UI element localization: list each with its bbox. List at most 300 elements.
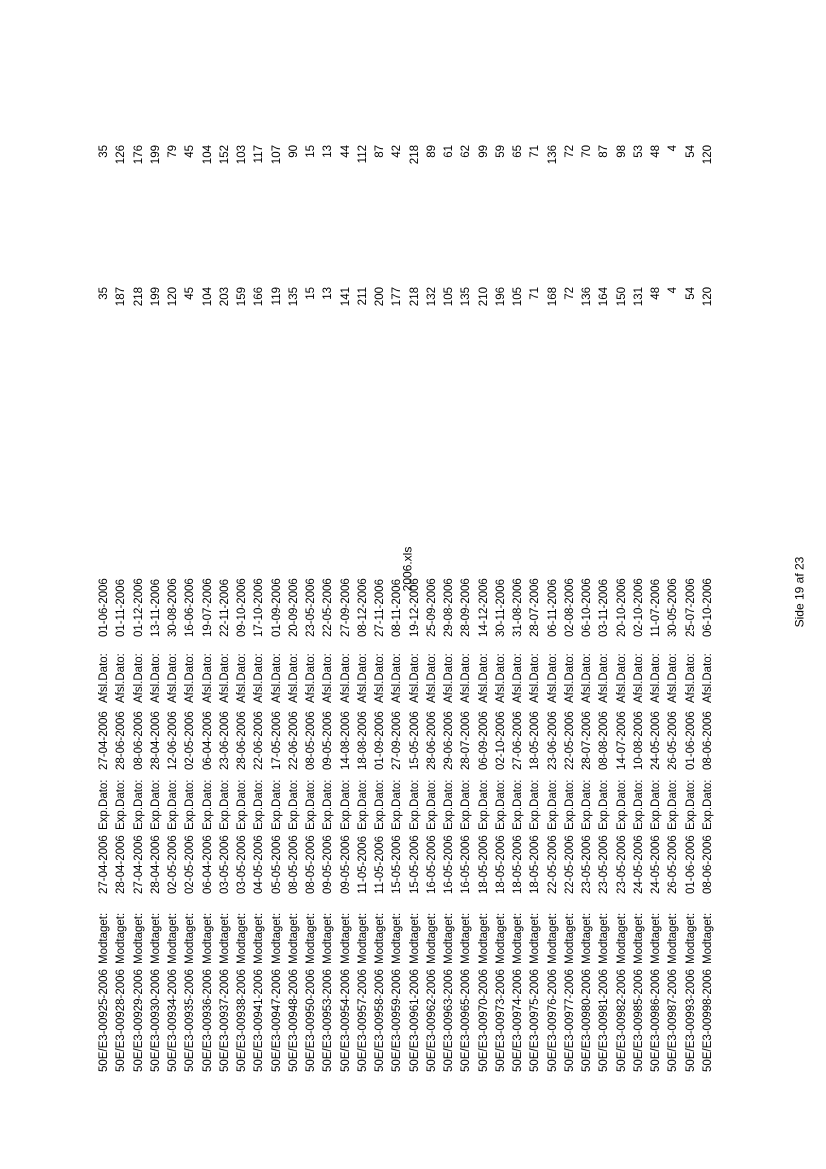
received-date: 05-05-2006 (270, 835, 283, 894)
exp-label: Exp.Dato: (339, 779, 352, 830)
modtaget-label: Modtaget: (408, 912, 421, 964)
received-date: 28-04-2006 (149, 835, 162, 894)
case-id: 50E/E3-00928-2006 (115, 969, 128, 1072)
afsl-label: Afsl.Dato: (201, 653, 214, 703)
exp-date: 24-05-2006 (650, 711, 662, 770)
days-total: 200 (374, 287, 386, 307)
exp-label: Exp.Dato: (512, 779, 524, 830)
modtaget-label: Modtaget: (563, 912, 576, 964)
days-open: 104 (201, 145, 214, 165)
exp-label: Exp.Dato: (443, 779, 455, 830)
case-id: 50E/E3-00970-2006 (477, 969, 490, 1072)
days-total: 187 (115, 287, 128, 307)
exp-date: 28-06-2006 (115, 711, 128, 770)
afsl-label: Afsl.Dato: (546, 653, 559, 703)
modtaget-label: Modtaget: (287, 912, 300, 964)
afsl-label: Afsl.Dato: (184, 653, 197, 703)
received-date: 22-05-2006 (563, 835, 576, 894)
case-id: 50E/E3-00985-2006 (632, 969, 645, 1072)
days-total: 48 (650, 287, 662, 300)
afsl-label: Afsl.Dato: (218, 653, 231, 703)
exp-label: Exp.Dato: (615, 779, 628, 830)
case-id: 50E/E3-00962-2006 (425, 969, 438, 1072)
days-total: 150 (615, 287, 628, 307)
received-date: 22-05-2006 (546, 835, 559, 894)
modtaget-label: Modtaget: (650, 912, 662, 964)
afsl-date: 19-07-2006 (201, 578, 214, 637)
modtaget-label: Modtaget: (477, 912, 490, 964)
days-open: 120 (701, 145, 714, 165)
exp-label: Exp.Dato: (322, 779, 335, 830)
afsl-label: Afsl.Dato: (167, 653, 179, 703)
modtaget-label: Modtaget: (529, 912, 542, 964)
days-total: 211 (356, 287, 369, 306)
days-open: 199 (149, 145, 162, 165)
afsl-date: 06-10-2006 (701, 578, 714, 637)
days-open: 59 (494, 145, 507, 158)
exp-label: Exp.Dato: (529, 779, 542, 830)
days-total: 72 (563, 287, 576, 300)
modtaget-label: Modtaget: (149, 912, 162, 964)
afsl-label: Afsl.Dato: (512, 653, 524, 703)
exp-date: 01-06-2006 (684, 711, 697, 770)
afsl-date: 03-11-2006 (598, 579, 611, 637)
days-open: 44 (339, 145, 352, 158)
case-id: 50E/E3-00948-2006 (287, 969, 300, 1072)
received-date: 11-05-2006 (356, 836, 369, 894)
exp-label: Exp.Dato: (167, 779, 179, 830)
exp-label: Exp.Dato: (201, 779, 214, 830)
case-id: 50E/E3-00935-2006 (184, 969, 197, 1072)
case-id: 50E/E3-00937-2006 (218, 969, 231, 1072)
modtaget-label: Modtaget: (374, 912, 386, 964)
days-open: 35 (98, 145, 110, 158)
exp-date: 01-09-2006 (374, 711, 386, 770)
days-open: 218 (408, 145, 421, 165)
exp-date: 28-06-2006 (425, 711, 438, 770)
exp-label: Exp.Dato: (184, 779, 197, 830)
afsl-label: Afsl.Dato: (132, 653, 145, 703)
received-date: 24-05-2006 (650, 835, 662, 894)
exp-date: 06-09-2006 (477, 711, 490, 770)
case-id: 50E/E3-00976-2006 (546, 969, 559, 1072)
modtaget-label: Modtaget: (253, 912, 266, 964)
days-open: 62 (460, 145, 473, 158)
afsl-date: 06-10-2006 (581, 578, 593, 637)
modtaget-label: Modtaget: (460, 912, 473, 964)
afsl-label: Afsl.Dato: (425, 653, 438, 703)
case-id: 50E/E3-00973-2006 (494, 969, 507, 1072)
days-total: 166 (253, 287, 266, 307)
modtaget-label: Modtaget: (581, 912, 593, 964)
afsl-date: 01-09-2006 (270, 578, 283, 637)
received-date: 24-05-2006 (632, 835, 645, 894)
received-date: 18-05-2006 (512, 835, 524, 894)
modtaget-label: Modtaget: (270, 912, 283, 964)
case-id: 50E/E3-00961-2006 (408, 969, 421, 1072)
exp-label: Exp.Dato: (408, 779, 421, 830)
modtaget-label: Modtaget: (132, 912, 145, 964)
received-date: 15-05-2006 (408, 835, 421, 894)
exp-label: Exp.Dato: (667, 779, 680, 830)
days-total: 196 (494, 287, 507, 307)
exp-date: 22-05-2006 (563, 711, 576, 770)
exp-date: 02-05-2006 (184, 711, 197, 770)
modtaget-label: Modtaget: (494, 912, 507, 964)
afsl-label: Afsl.Dato: (667, 653, 680, 703)
exp-label: Exp.Dato: (581, 779, 593, 830)
modtaget-label: Modtaget: (701, 912, 714, 964)
exp-label: Exp.Dato: (270, 779, 283, 830)
file-title: 2006.xls (400, 546, 415, 592)
case-id: 50E/E3-00980-2006 (581, 969, 593, 1072)
afsl-label: Afsl.Dato: (494, 653, 507, 703)
afsl-date: 25-09-2006 (425, 578, 438, 637)
modtaget-label: Modtaget: (391, 912, 404, 964)
received-date: 11-05-2006 (374, 836, 386, 894)
afsl-date: 08-12-2006 (356, 578, 369, 637)
exp-date: 28-04-2006 (149, 711, 162, 770)
modtaget-label: Modtaget: (115, 912, 128, 964)
afsl-label: Afsl.Dato: (98, 653, 110, 703)
exp-date: 26-05-2006 (667, 711, 680, 770)
modtaget-label: Modtaget: (512, 912, 524, 964)
exp-date: 08-08-2006 (598, 711, 611, 770)
exp-label: Exp.Dato: (701, 779, 714, 830)
afsl-date: 22-11-2006 (218, 579, 231, 637)
exp-label: Exp.Dato: (650, 779, 662, 830)
days-open: 79 (167, 145, 179, 158)
days-open: 87 (598, 145, 611, 158)
modtaget-label: Modtaget: (184, 912, 197, 964)
days-open: 13 (322, 145, 335, 158)
days-open: 126 (115, 145, 128, 165)
afsl-date: 14-12-2006 (477, 578, 490, 637)
days-total: 119 (270, 287, 283, 306)
received-date: 08-05-2006 (287, 835, 300, 894)
case-id: 50E/E3-00974-2006 (512, 969, 524, 1072)
modtaget-label: Modtaget: (667, 912, 680, 964)
case-id: 50E/E3-00925-2006 (98, 969, 110, 1072)
afsl-date: 28-07-2006 (529, 578, 542, 637)
received-date: 16-05-2006 (460, 835, 473, 894)
exp-label: Exp.Dato: (305, 779, 317, 830)
exp-date: 15-05-2006 (408, 711, 421, 770)
received-date: 26-05-2006 (667, 835, 680, 894)
exp-label: Exp.Dato: (598, 779, 611, 830)
received-date: 06-04-2006 (201, 835, 214, 894)
afsl-date: 01-12-2006 (132, 578, 145, 637)
exp-date: 29-06-2006 (443, 711, 455, 770)
days-total: 105 (443, 287, 455, 307)
afsl-date: 01-06-2006 (98, 578, 110, 637)
modtaget-label: Modtaget: (305, 912, 317, 964)
received-date: 23-05-2006 (598, 835, 611, 894)
exp-date: 22-06-2006 (287, 711, 300, 770)
afsl-label: Afsl.Dato: (356, 653, 369, 703)
days-open: 71 (529, 145, 542, 158)
afsl-label: Afsl.Dato: (339, 653, 352, 703)
days-total: 177 (391, 287, 404, 307)
exp-date: 02-10-2006 (494, 711, 507, 770)
days-total: 132 (425, 287, 438, 307)
exp-date: 27-06-2006 (512, 711, 524, 770)
days-total: 45 (184, 287, 197, 300)
afsl-label: Afsl.Dato: (270, 653, 283, 703)
days-total: 218 (132, 287, 145, 307)
exp-date: 14-07-2006 (615, 711, 628, 770)
afsl-date: 25-07-2006 (684, 578, 697, 637)
exp-label: Exp.Dato: (477, 779, 490, 830)
received-date: 08-06-2006 (701, 835, 714, 894)
afsl-label: Afsl.Dato: (563, 653, 576, 703)
afsl-label: Afsl.Dato: (149, 653, 162, 703)
exp-label: Exp.Dato: (356, 779, 369, 830)
afsl-label: Afsl.Dato: (374, 653, 386, 703)
received-date: 08-05-2006 (305, 835, 317, 894)
case-id: 50E/E3-00993-2006 (684, 969, 697, 1072)
days-open: 54 (684, 145, 697, 158)
case-id: 50E/E3-00963-2006 (443, 969, 455, 1072)
received-date: 16-05-2006 (425, 835, 438, 894)
afsl-label: Afsl.Dato: (701, 653, 714, 703)
afsl-date: 27-11-2006 (374, 579, 386, 637)
days-total: 105 (512, 287, 524, 307)
afsl-date: 08-11-2006 (391, 579, 404, 637)
case-id: 50E/E3-00953-2006 (322, 969, 335, 1072)
afsl-label: Afsl.Dato: (305, 653, 317, 703)
received-date: 15-05-2006 (391, 835, 404, 894)
afsl-date: 17-10-2006 (253, 578, 266, 637)
afsl-label: Afsl.Dato: (322, 653, 335, 703)
exp-date: 17-05-2006 (270, 711, 283, 770)
days-open: 176 (132, 145, 145, 165)
days-open: 136 (546, 145, 559, 165)
exp-label: Exp.Dato: (98, 779, 110, 830)
afsl-date: 16-06-2006 (184, 578, 197, 637)
days-open: 112 (356, 145, 369, 164)
case-id: 50E/E3-00982-2006 (615, 969, 628, 1072)
afsl-date: 02-10-2006 (632, 578, 645, 637)
exp-label: Exp.Dato: (460, 779, 473, 830)
case-id: 50E/E3-00998-2006 (701, 969, 714, 1072)
days-open: 87 (374, 145, 386, 158)
case-id: 50E/E3-00936-2006 (201, 969, 214, 1072)
afsl-date: 22-05-2006 (322, 578, 335, 637)
received-date: 03-05-2006 (218, 835, 231, 894)
afsl-label: Afsl.Dato: (408, 653, 421, 703)
exp-label: Exp.Dato: (218, 779, 231, 830)
modtaget-label: Modtaget: (322, 912, 335, 964)
days-open: 117 (253, 145, 266, 164)
modtaget-label: Modtaget: (598, 912, 611, 964)
exp-label: Exp.Dato: (391, 779, 404, 830)
days-total: 141 (339, 287, 352, 307)
afsl-date: 06-11-2006 (546, 579, 559, 637)
days-total: 4 (667, 287, 680, 294)
case-id: 50E/E3-00965-2006 (460, 969, 473, 1072)
afsl-date: 28-09-2006 (460, 578, 473, 637)
case-id: 50E/E3-00930-2006 (149, 969, 162, 1072)
afsl-date: 30-05-2006 (667, 578, 680, 637)
days-total: 159 (236, 287, 248, 307)
exp-date: 28-07-2006 (460, 711, 473, 770)
days-open: 89 (425, 145, 438, 158)
received-date: 02-05-2006 (184, 835, 197, 894)
case-id: 50E/E3-00958-2006 (374, 969, 386, 1072)
modtaget-label: Modtaget: (236, 912, 248, 964)
days-total: 168 (546, 287, 559, 307)
case-id: 50E/E3-00929-2006 (132, 969, 145, 1072)
afsl-date: 23-05-2006 (305, 578, 317, 637)
afsl-date: 27-09-2006 (339, 578, 352, 637)
modtaget-label: Modtaget: (201, 912, 214, 964)
exp-label: Exp.Dato: (425, 779, 438, 830)
exp-date: 27-09-2006 (391, 711, 404, 770)
exp-label: Exp.Dato: (494, 779, 507, 830)
exp-date: 09-05-2006 (322, 711, 335, 770)
afsl-label: Afsl.Dato: (236, 653, 248, 703)
days-open: 98 (615, 145, 628, 158)
case-id: 50E/E3-00954-2006 (339, 969, 352, 1072)
afsl-label: Afsl.Dato: (460, 653, 473, 703)
exp-label: Exp.Dato: (563, 779, 576, 830)
case-id: 50E/E3-00950-2006 (305, 969, 317, 1072)
exp-date: 22-06-2006 (253, 711, 266, 770)
afsl-date: 09-10-2006 (236, 578, 248, 637)
afsl-label: Afsl.Dato: (391, 653, 404, 703)
exp-label: Exp.Dato: (115, 779, 128, 830)
case-id: 50E/E3-00941-2006 (253, 969, 266, 1072)
exp-date: 23-06-2006 (546, 711, 559, 770)
afsl-label: Afsl.Dato: (443, 653, 455, 703)
exp-date: 08-05-2006 (305, 711, 317, 770)
exp-label: Exp.Dato: (236, 779, 248, 830)
afsl-label: Afsl.Dato: (598, 653, 611, 703)
afsl-label: Afsl.Dato: (650, 653, 662, 703)
days-total: 54 (684, 287, 697, 300)
exp-date: 18-08-2006 (356, 711, 369, 770)
page-number: Side 19 af 23 (792, 556, 807, 628)
exp-date: 08-06-2006 (701, 711, 714, 770)
afsl-date: 01-11-2006 (115, 579, 128, 637)
modtaget-label: Modtaget: (339, 912, 352, 964)
exp-date: 23-06-2006 (218, 711, 231, 770)
days-total: 13 (322, 287, 335, 300)
days-total: 199 (149, 287, 162, 307)
days-open: 48 (650, 145, 662, 158)
days-open: 42 (391, 145, 404, 158)
exp-label: Exp.Dato: (132, 779, 145, 830)
exp-label: Exp.Dato: (546, 779, 559, 830)
received-date: 03-05-2006 (236, 835, 248, 894)
received-date: 18-05-2006 (494, 835, 507, 894)
afsl-label: Afsl.Dato: (287, 653, 300, 703)
days-open: 53 (632, 145, 645, 158)
case-id: 50E/E3-00959-2006 (391, 969, 404, 1072)
days-total: 135 (287, 287, 300, 307)
afsl-date: 19-12-2006 (408, 578, 421, 637)
afsl-date: 02-08-2006 (563, 578, 576, 637)
received-date: 09-05-2006 (322, 835, 335, 894)
modtaget-label: Modtaget: (632, 912, 645, 964)
exp-label: Exp.Dato: (684, 779, 697, 830)
days-total: 120 (167, 287, 179, 307)
modtaget-label: Modtaget: (356, 912, 369, 964)
days-total: 71 (529, 287, 542, 300)
modtaget-label: Modtaget: (425, 912, 438, 964)
days-total: 15 (305, 287, 317, 300)
received-date: 18-05-2006 (529, 835, 542, 894)
days-total: 136 (581, 287, 593, 307)
afsl-date: 30-08-2006 (167, 578, 179, 637)
exp-date: 12-06-2006 (167, 711, 179, 770)
afsl-label: Afsl.Dato: (115, 653, 128, 703)
afsl-label: Afsl.Dato: (529, 653, 542, 703)
afsl-date: 20-10-2006 (615, 578, 628, 637)
days-open: 65 (512, 145, 524, 158)
days-total: 104 (201, 287, 214, 307)
days-total: 120 (701, 287, 714, 307)
modtaget-label: Modtaget: (167, 912, 179, 964)
modtaget-label: Modtaget: (443, 912, 455, 964)
exp-date: 28-06-2006 (236, 711, 248, 770)
days-total: 35 (98, 287, 110, 300)
received-date: 02-05-2006 (167, 835, 179, 894)
afsl-date: 29-08-2006 (443, 578, 455, 637)
days-open: 152 (218, 145, 231, 165)
afsl-date: 11-07-2006 (650, 579, 662, 637)
days-open: 61 (443, 145, 455, 158)
afsl-date: 31-08-2006 (512, 578, 524, 637)
modtaget-label: Modtaget: (615, 912, 628, 964)
received-date: 27-04-2006 (98, 835, 110, 894)
days-total: 131 (632, 287, 645, 307)
case-id: 50E/E3-00981-2006 (598, 969, 611, 1072)
case-id: 50E/E3-00977-2006 (563, 969, 576, 1072)
days-open: 103 (236, 145, 248, 165)
exp-date: 10-08-2006 (632, 711, 645, 770)
afsl-date: 20-09-2006 (287, 578, 300, 637)
afsl-label: Afsl.Dato: (253, 653, 266, 703)
received-date: 16-05-2006 (443, 835, 455, 894)
afsl-date: 30-11-2006 (494, 579, 507, 637)
afsl-date: 13-11-2006 (149, 579, 162, 637)
received-date: 28-04-2006 (115, 835, 128, 894)
days-open: 15 (305, 145, 317, 158)
modtaget-label: Modtaget: (98, 912, 110, 964)
afsl-label: Afsl.Dato: (581, 653, 593, 703)
exp-label: Exp.Dato: (287, 779, 300, 830)
case-id: 50E/E3-00934-2006 (167, 969, 179, 1072)
exp-date: 06-04-2006 (201, 711, 214, 770)
exp-date: 28-07-2006 (581, 711, 593, 770)
days-open: 107 (270, 145, 283, 165)
received-date: 27-04-2006 (132, 835, 145, 894)
exp-date: 27-04-2006 (98, 711, 110, 770)
days-open: 99 (477, 145, 490, 158)
case-id: 50E/E3-00987-2006 (667, 969, 680, 1072)
days-total: 218 (408, 287, 421, 307)
afsl-label: Afsl.Dato: (615, 653, 628, 703)
exp-label: Exp.Dato: (253, 779, 266, 830)
days-total: 203 (218, 287, 231, 307)
days-open: 70 (581, 145, 593, 158)
afsl-label: Afsl.Dato: (477, 653, 490, 703)
days-open: 72 (563, 145, 576, 158)
case-id: 50E/E3-00947-2006 (270, 969, 283, 1072)
exp-date: 08-06-2006 (132, 711, 145, 770)
